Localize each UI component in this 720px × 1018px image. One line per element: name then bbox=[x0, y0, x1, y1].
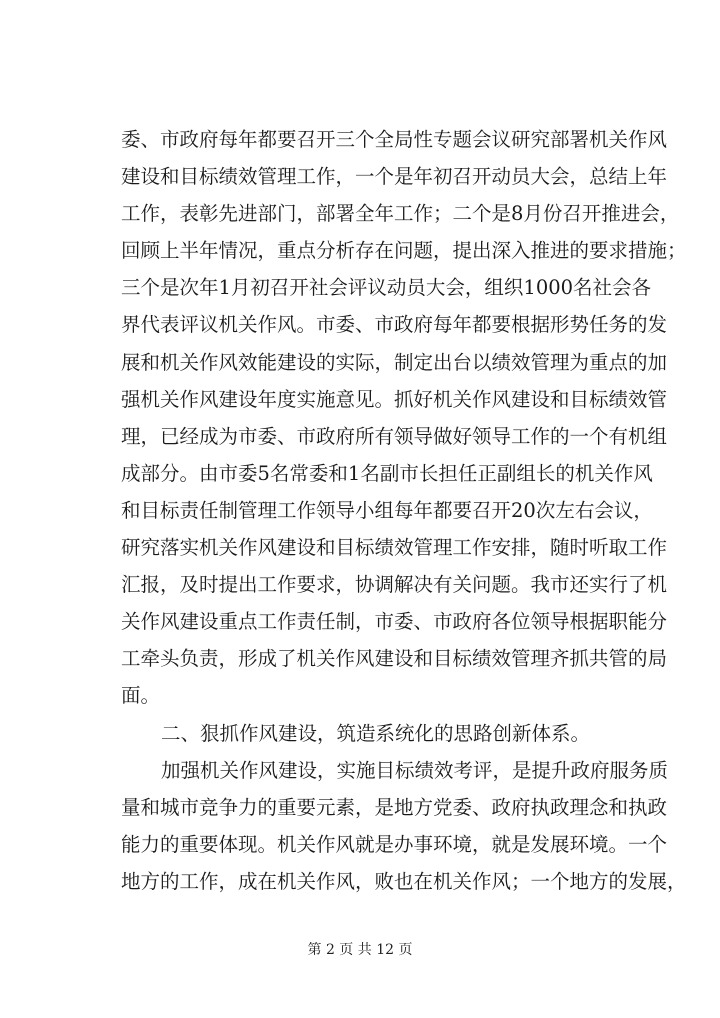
text-line: 量和城市竞争力的重要元素，是地方党委、政府执政理念和执政 bbox=[121, 795, 668, 819]
text-line: 工牵头负责，形成了机关作风建设和目标绩效管理齐抓共管的局 bbox=[121, 647, 668, 671]
section-heading: 二、狠抓作风建设，筑造系统化的思路创新体系。 bbox=[161, 721, 591, 745]
text-line: 工作，表彰先进部门，部署全年工作；二个是8月份召开推进会， bbox=[121, 202, 680, 226]
text-line: 研究落实机关作风建设和目标绩效管理工作安排，随时听取工作 bbox=[121, 536, 668, 560]
text-line: 三个是次年1月初召开社会评议动员大会，组织1000名社会各 bbox=[121, 276, 652, 300]
text-line: 建设和目标绩效管理工作，一个是年初召开动员大会，总结上年 bbox=[121, 165, 668, 189]
text-line: 汇报，及时提出工作要求，协调解决有关问题。我市还实行了机 bbox=[121, 573, 668, 597]
text-line: 强机关作风建设年度实施意见。抓好机关作风建设和目标绩效管 bbox=[121, 387, 668, 411]
text-line: 成部分。由市委5名常委和1名副市长担任正副组长的机关作风 bbox=[121, 461, 653, 485]
text-line: 委、市政府每年都要召开三个全局性专题会议研究部署机关作风 bbox=[121, 128, 668, 151]
paragraph-first-line: 加强机关作风建设，实施目标绩效考评，是提升政府服务质 bbox=[161, 758, 669, 782]
text-line: 理，已经成为市委、市政府所有领导做好领导工作的一个有机组 bbox=[121, 424, 668, 448]
text-line: 回顾上半年情况，重点分析存在问题，提出深入推进的要求措施； bbox=[121, 239, 687, 263]
body-text bbox=[121, 121, 687, 900]
text-line: 地方的工作，成在机关作风，败也在机关作风；一个地方的发展， bbox=[121, 869, 687, 893]
text-line: 能力的重要体现。机关作风就是办事环境，就是发展环境。一个 bbox=[121, 832, 668, 856]
page-number-footer: 第 2 页 共 12 页 bbox=[307, 942, 413, 958]
text-line: 展和机关作风效能建设的实际，制定出台以绩效管理为重点的加 bbox=[121, 350, 668, 374]
text-line: 和目标责任制管理工作领导小组每年都要召开20次左右会议， bbox=[121, 498, 653, 522]
text-line: 关作风建设重点工作责任制，市委、市政府各位领导根据职能分 bbox=[121, 610, 668, 634]
text-line: 面。 bbox=[121, 684, 161, 708]
text-line: 界代表评议机关作风。市委、市政府每年都要根据形势任务的发 bbox=[121, 313, 668, 337]
